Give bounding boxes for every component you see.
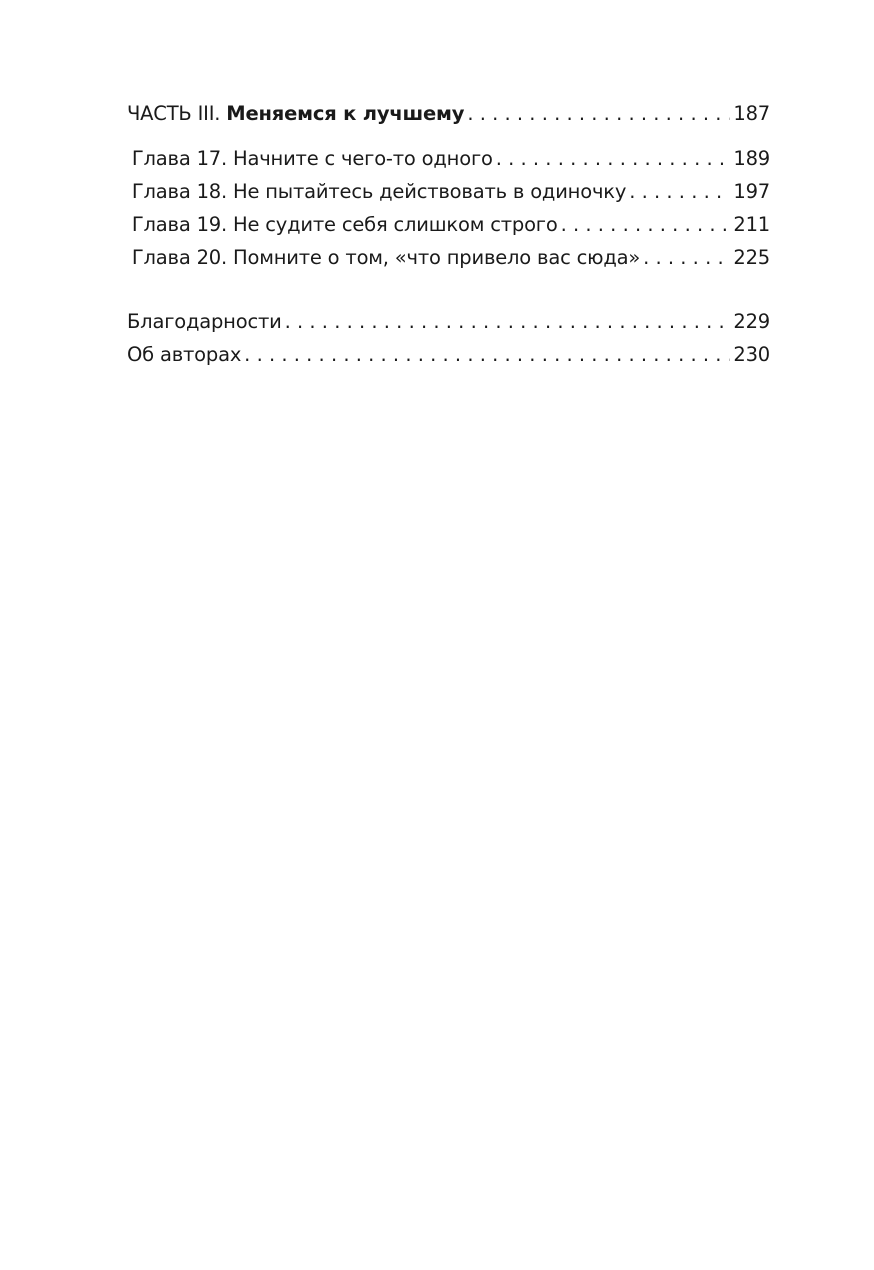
backmatter-title: Об авторах xyxy=(127,343,242,366)
dot-leader xyxy=(244,343,730,366)
chapter-label: Глава 19. xyxy=(131,213,227,236)
chapter-label: Глава 18. xyxy=(131,180,227,203)
table-of-contents xyxy=(127,102,770,376)
chapter-label: Глава 20. xyxy=(131,246,227,269)
dot-leader xyxy=(629,180,730,203)
chapter-title: Не судите себя слишком строго xyxy=(233,213,558,236)
chapter-title: Помните о том, «что привело вас сюда» xyxy=(233,246,641,269)
toc-backmatter-row[interactable] xyxy=(127,343,770,376)
toc-part-row[interactable] xyxy=(127,102,770,135)
chapter-label: Глава 17. xyxy=(131,147,227,170)
dot-leader xyxy=(285,310,731,333)
chapter-title: Начните с чего-то одного xyxy=(233,147,493,170)
chapter-title: Не пытайтесь действовать в одиночку xyxy=(233,180,627,203)
toc-chapter-row[interactable] xyxy=(127,246,770,279)
page-number: 211 xyxy=(733,213,770,236)
page-number: 225 xyxy=(733,246,770,269)
page-number: 189 xyxy=(733,147,770,170)
part-title: Меняемся к лучшему xyxy=(226,102,465,125)
dot-leader xyxy=(496,147,731,170)
dot-leader xyxy=(643,246,730,269)
page-number: 187 xyxy=(733,102,770,125)
section-gap xyxy=(127,279,770,310)
toc-chapter-row[interactable] xyxy=(127,213,770,246)
part-label: ЧАСТЬ III. xyxy=(127,102,221,125)
page-number: 230 xyxy=(733,343,770,366)
page-number: 229 xyxy=(733,310,770,333)
backmatter-title: Благодарности xyxy=(127,310,282,333)
toc-backmatter-row[interactable] xyxy=(127,310,770,343)
dot-leader xyxy=(467,102,730,125)
dot-leader xyxy=(561,213,731,236)
toc-chapter-row[interactable] xyxy=(127,147,770,180)
page-number: 197 xyxy=(733,180,770,203)
toc-chapter-row[interactable] xyxy=(127,180,770,213)
